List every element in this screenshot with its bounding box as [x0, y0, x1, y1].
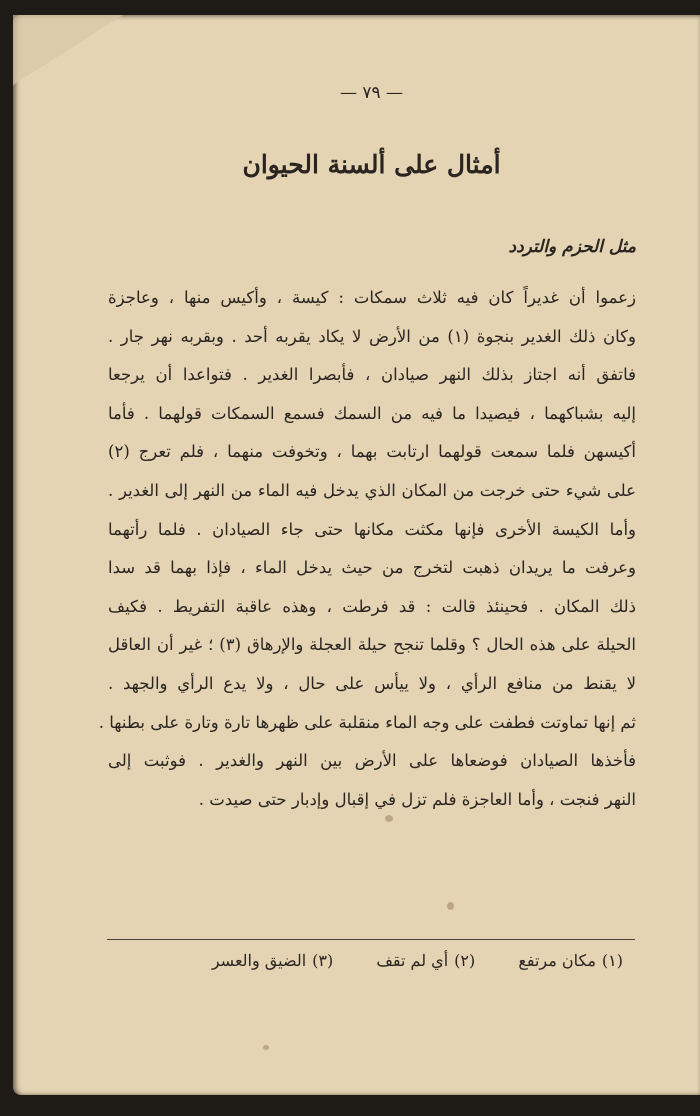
text-line: زعموا أن غديراً كان فيه ثلاث سمكات : كيسة ، وأكيس منها ، وعاجزة [108, 288, 636, 307]
footnote-number: (١) [601, 951, 623, 970]
footnote-2 [376, 951, 475, 970]
body-text [98, 279, 636, 819]
text-line: النهر فنجت ، وأما العاجزة فلم تزل في إقبال وإدبار حتى صيدت . [198, 789, 636, 809]
text-line: فأخذها الصيادان فوضعاها على الأرض بين النهر والغدير . فوثبت إلى [108, 751, 636, 771]
footnote-text: مكان مرتفع [518, 951, 596, 970]
text-line: إليه بشباكهما ، فيصيدا ما فيه من السمك فسمع السمكات قولهما . فأما [108, 403, 636, 423]
paper-stain [263, 1045, 269, 1050]
footnote-divider [107, 939, 635, 940]
text-line: وأما الكيسة الأخرى فإنها مكثت مكانها حتى جاء الصيادان . فلما رأتهما [108, 519, 636, 539]
text-line: وكان ذلك الغدير بنجوة (١) من الأرض لا يكاد يقربه أحد . وبقربه نهر جار . [108, 326, 636, 346]
footnote-number: (٢) [454, 951, 476, 970]
footnote-text: الضيق والعسر [211, 951, 307, 970]
text-line: لا يقنط من منافع الرأي ، ولا ييأس على حال ، ولا يدع الرأي والجهد . [108, 673, 636, 693]
text-line: فاتفق أنه اجتاز بذلك النهر صيادان ، فأبصرا الغدير . فتواعدا أن يرجعا [108, 365, 636, 385]
footnote-number: (٣) [312, 951, 334, 970]
footnote-3 [212, 951, 333, 970]
footnote-text: أي لم تقف [376, 951, 449, 970]
page-title: أمثال على ألسنة الحيوان [242, 150, 501, 179]
text-line: أكيسهن فلما سمعت قولهما ارتابت بهما ، وتخوفت منهما ، فلم تعرج (٢) [108, 442, 636, 462]
text-line: على شيء حتى خرجت من المكان الذي يدخل فيه الماء من النهر إلى الغدير . [108, 480, 636, 500]
text-line: الحيلة على هذه الحال ؟ وقلما تنجح حيلة العجلة والإرهاق (٣) ؛ غير أن العاقل [108, 635, 636, 655]
footnotes [212, 951, 623, 970]
section-subtitle: مثل الحزم والتردد [508, 237, 636, 257]
page-crease [13, 15, 123, 85]
text-line: وعرفت ما يريدان ذهبت لتخرج من حيث يدخل الماء ، فإذا بهما قد سدا [108, 558, 636, 578]
page-paper [13, 15, 700, 1095]
text-line: ذلك المكان . فحينئذ قالت : قد فرطت ، وهذه عاقبة التفريط . فكيف [108, 596, 636, 616]
footnote-1 [518, 951, 623, 970]
page-number: — ٧٩ — [339, 83, 404, 103]
paper-stain [447, 902, 454, 910]
text-line: ثم إنها تماوتت فطفت على وجه الماء منقلبة على ظهرها تارة وتارة على بطنها . [98, 712, 636, 732]
